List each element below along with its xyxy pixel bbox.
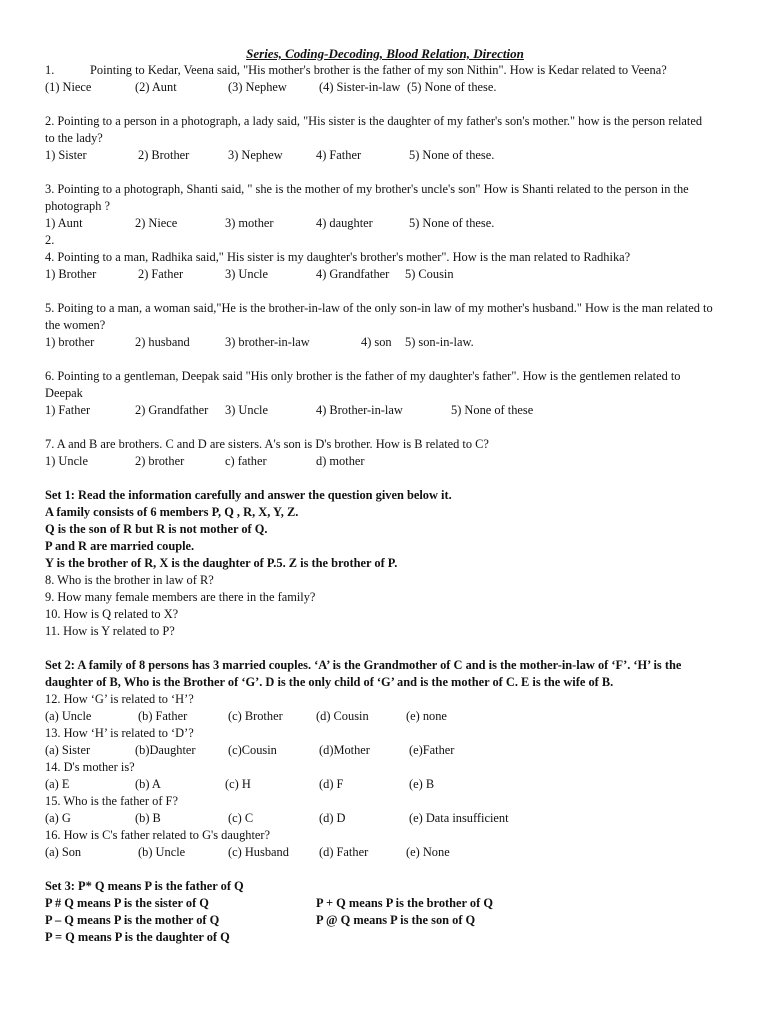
- option: 4) Father: [316, 148, 362, 162]
- option: (e) none: [406, 709, 447, 723]
- question-7-options: [45, 453, 725, 470]
- option: 1) Sister: [45, 148, 87, 162]
- set-1-info: P and R are married couple.: [45, 539, 195, 553]
- question-4-options: [45, 266, 725, 283]
- option: (d) F: [319, 777, 344, 791]
- question-13-text: 13. How ‘H’ is related to ‘D’?: [45, 726, 194, 740]
- set-1-question: 10. How is Q related to X?: [45, 607, 179, 621]
- option: 5) Cousin: [405, 267, 454, 281]
- option: 3) mother: [225, 216, 274, 230]
- option: (a) Uncle: [45, 709, 92, 723]
- set-3-rule: P @ Q means P is the son of Q: [316, 913, 476, 927]
- question-4-text: 4. Pointing to a man, Radhika said," His sister is my daughter's brother's mother". How is the man related to Radhika?: [45, 250, 631, 264]
- option: (5) None of these.: [407, 80, 497, 94]
- option: (b) Father: [138, 709, 188, 723]
- option: (b)Daughter: [135, 743, 196, 757]
- set-3-rule: P # Q means P is the sister of Q: [45, 896, 209, 910]
- set-1-question: 9. How many female members are there in the family?: [45, 590, 316, 604]
- question-2-text: 2. Pointing to a person in a photograph, a lady said, "His sister is the daughter of my father's son's mother." how is the person related: [45, 114, 703, 128]
- option: c) father: [225, 454, 267, 468]
- option: (1) Niece: [45, 80, 92, 94]
- option: (c) Husband: [228, 845, 289, 859]
- question-3-text: 3. Pointing to a photograph, Shanti said, " she is the mother of my brother's uncle's son" How is Shanti related to the person in the: [45, 182, 689, 196]
- set-1-info: Q is the son of R but R is not mother of Q.: [45, 522, 268, 536]
- question-3-text-cont: photograph ?: [45, 199, 111, 213]
- option: 4) daughter: [316, 216, 373, 230]
- set-1-question: 8. Who is the brother in law of R?: [45, 573, 214, 587]
- question-1: [45, 62, 725, 79]
- question-1-options: [45, 79, 725, 96]
- question-7-text: 7. A and B are brothers. C and D are sisters. A's son is D's brother. How is B related to C?: [45, 437, 489, 451]
- option: (4) Sister-in-law: [319, 80, 401, 94]
- option: (b) B: [135, 811, 161, 825]
- option: 5) son-in-law.: [405, 335, 474, 349]
- question-12-text: 12. How ‘G’ is related to ‘H’?: [45, 692, 194, 706]
- option: 1) Father: [45, 403, 91, 417]
- option: (2) Aunt: [135, 80, 177, 94]
- document-page: [45, 46, 725, 946]
- question-14-text: 14. D's mother is?: [45, 760, 135, 774]
- stray-number: 2.: [45, 233, 55, 247]
- set-2-heading: Set 2: A family of 8 persons has 3 married couples. ‘A’ is the Grandmother of C and is the mother-in-law of ‘F’. ‘H’ is the: [45, 658, 682, 672]
- option: (a) Son: [45, 845, 82, 859]
- option: (d) Cousin: [316, 709, 369, 723]
- option: 4) son: [361, 335, 392, 349]
- option: (c) C: [228, 811, 254, 825]
- question-6-options: [45, 402, 725, 419]
- option: d) mother: [316, 454, 365, 468]
- option: (e) None: [406, 845, 450, 859]
- option: 2) husband: [135, 335, 190, 349]
- set-2-heading-cont: daughter of B, Who is the Brother of ‘G’. D is the only child of ‘G’ and is the mother of C. E is the wife of B.: [45, 675, 614, 689]
- option: (e) B: [409, 777, 435, 791]
- option: 4) Brother-in-law: [316, 403, 403, 417]
- question-number: 1.: [45, 63, 55, 77]
- option: 1) Brother: [45, 267, 97, 281]
- option: 2) brother: [135, 454, 185, 468]
- option: 2) Brother: [138, 148, 190, 162]
- set-1-heading: Set 1: Read the information carefully and answer the question given below it.: [45, 488, 452, 502]
- option: 1) Uncle: [45, 454, 89, 468]
- option: 3) Uncle: [225, 403, 269, 417]
- set-3-rule: P – Q means P is the mother of Q: [45, 913, 220, 927]
- option: (3) Nephew: [228, 80, 287, 94]
- option: (a) E: [45, 777, 70, 791]
- option: (d) Father: [319, 845, 369, 859]
- question-15-text: 15. Who is the father of F?: [45, 794, 178, 808]
- question-12-options: [45, 708, 725, 725]
- option: (a) G: [45, 811, 71, 825]
- question-6-text-cont: Deepak: [45, 386, 83, 400]
- question-16-options: [45, 844, 725, 861]
- option: 3) Uncle: [225, 267, 269, 281]
- option: 5) None of these: [451, 403, 534, 417]
- option: (b) Uncle: [138, 845, 186, 859]
- option: (d)Mother: [319, 743, 370, 757]
- option: (c) Brother: [228, 709, 283, 723]
- option: (a) Sister: [45, 743, 91, 757]
- option: 2) Father: [138, 267, 184, 281]
- question-5-text-cont: the women?: [45, 318, 106, 332]
- set-3-rule: P = Q means P is the daughter of Q: [45, 930, 230, 944]
- document-title: Series, Coding-Decoding, Blood Relation, Direction: [246, 46, 524, 61]
- option: 1) Aunt: [45, 216, 83, 230]
- option: (c) H: [225, 777, 251, 791]
- set-3-heading: Set 3: P* Q means P is the father of Q: [45, 879, 244, 893]
- set-3-row: [45, 895, 725, 912]
- question-text: Pointing to Kedar, Veena said, "His mother's brother is the father of my son Nithin". How is Kedar related to Veena?: [90, 63, 667, 77]
- set-1-info: A family consists of 6 members P, Q , R, X, Y, Z.: [45, 505, 299, 519]
- option: (c)Cousin: [228, 743, 277, 757]
- option: (d) D: [319, 811, 346, 825]
- question-6-text: 6. Pointing to a gentleman, Deepak said "His only brother is the father of my daughter's father". How is the gentlemen related to: [45, 369, 681, 383]
- option: 4) Grandfather: [316, 267, 390, 281]
- option: (e) Data insufficient: [409, 811, 509, 825]
- question-14-options: [45, 776, 725, 793]
- set-3-rule: P + Q means P is the brother of Q: [316, 896, 493, 910]
- question-15-options: [45, 810, 725, 827]
- question-13-options: [45, 742, 725, 759]
- question-2-text-cont: to the lady?: [45, 131, 103, 145]
- option: 3) brother-in-law: [225, 335, 310, 349]
- option: (b) A: [135, 777, 161, 791]
- set-1-info: Y is the brother of R, X is the daughter of P.5. Z is the brother of P.: [45, 556, 398, 570]
- option: 2) Niece: [135, 216, 178, 230]
- question-2-options: [45, 147, 725, 164]
- question-3-options: [45, 215, 725, 232]
- option: 2) Grandfather: [135, 403, 209, 417]
- option: 3) Nephew: [228, 148, 283, 162]
- option: (e)Father: [409, 743, 455, 757]
- set-3-row: [45, 912, 725, 929]
- option: 5) None of these.: [409, 148, 495, 162]
- question-5-text: 5. Poiting to a man, a woman said,"He is the brother-in-law of the only son-in law of my mother's husband." How is the man related to: [45, 301, 713, 315]
- option: 5) None of these.: [409, 216, 495, 230]
- question-5-options: [45, 334, 725, 351]
- question-16-text: 16. How is C's father related to G's daughter?: [45, 828, 271, 842]
- set-1-question: 11. How is Y related to P?: [45, 624, 175, 638]
- option: 1) brother: [45, 335, 95, 349]
